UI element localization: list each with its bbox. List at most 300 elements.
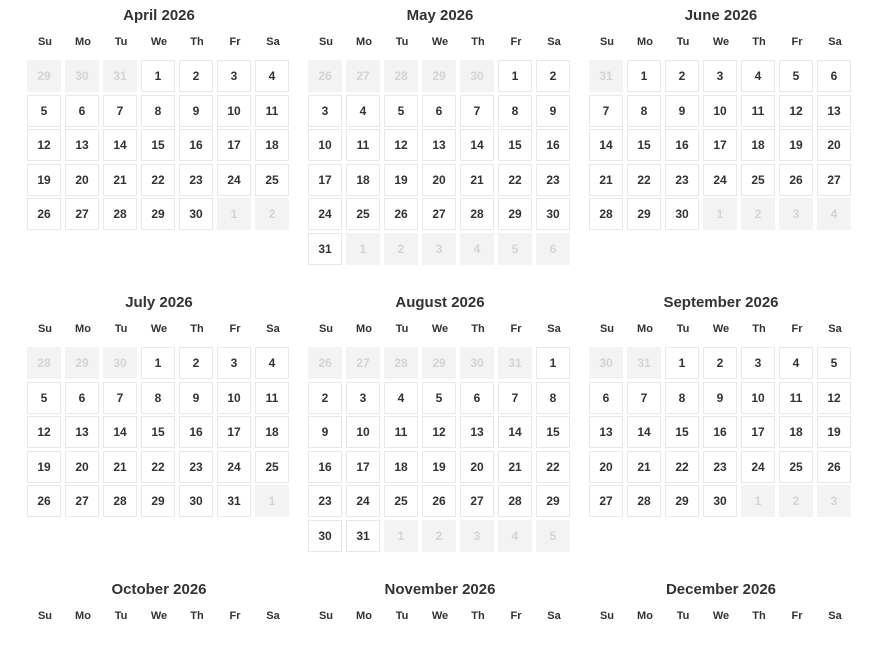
- day-cell[interactable]: 5: [27, 95, 61, 127]
- day-cell[interactable]: 25: [741, 164, 775, 196]
- day-cell[interactable]: 12: [817, 382, 851, 414]
- day-cell[interactable]: 5: [27, 382, 61, 414]
- weekday-label: Th: [752, 36, 766, 48]
- month-title: April 2026: [123, 7, 195, 24]
- day-cell[interactable]: 22: [498, 164, 532, 196]
- day-cell[interactable]: 21: [627, 451, 661, 483]
- adjacent-month-day: 1: [384, 520, 418, 552]
- day-cell[interactable]: 21: [589, 164, 623, 196]
- weekday-header: [589, 609, 853, 623]
- day-cell[interactable]: 27: [422, 198, 456, 230]
- month-title: May 2026: [406, 7, 474, 24]
- weekday-header: [308, 322, 572, 336]
- day-cell[interactable]: 26: [27, 198, 61, 230]
- day-cell[interactable]: 29: [141, 198, 175, 230]
- weekday-label: Sa: [547, 36, 561, 48]
- adjacent-month-day: 31: [627, 347, 661, 379]
- day-cell[interactable]: 5: [779, 60, 813, 92]
- day-cell[interactable]: 1: [498, 60, 532, 92]
- day-cell[interactable]: 3: [217, 347, 251, 379]
- weekday-label: Fr: [229, 323, 241, 335]
- day-cell[interactable]: 15: [141, 129, 175, 161]
- day-cell[interactable]: 24: [308, 198, 342, 230]
- day-cell[interactable]: 22: [141, 451, 175, 483]
- day-cell[interactable]: 28: [589, 198, 623, 230]
- weekday-label: Th: [752, 323, 766, 335]
- month-title: October 2026: [111, 581, 207, 598]
- day-cell[interactable]: 25: [346, 198, 380, 230]
- day-cell[interactable]: 31: [217, 485, 251, 517]
- day-cell[interactable]: 10: [217, 382, 251, 414]
- weekday-label: Th: [471, 36, 485, 48]
- day-cell[interactable]: 24: [217, 164, 251, 196]
- adjacent-month-day: 3: [817, 485, 851, 517]
- weekday-label: Su: [599, 36, 615, 48]
- day-cell[interactable]: 21: [460, 164, 494, 196]
- adjacent-month-day: 30: [460, 347, 494, 379]
- day-cell[interactable]: 24: [346, 485, 380, 517]
- month-title: September 2026: [663, 294, 779, 311]
- weekday-label: Sa: [266, 36, 280, 48]
- weekday-label: Mo: [356, 323, 372, 335]
- day-cell[interactable]: 8: [141, 95, 175, 127]
- adjacent-month-day: 2: [779, 485, 813, 517]
- day-cell[interactable]: 4: [384, 382, 418, 414]
- month-title: July 2026: [125, 294, 193, 311]
- adjacent-month-day: 26: [308, 60, 342, 92]
- weekday-label: Mo: [356, 610, 372, 622]
- day-cell[interactable]: 9: [665, 95, 699, 127]
- weekday-header: [589, 35, 853, 49]
- day-cell[interactable]: 10: [703, 95, 737, 127]
- day-cell[interactable]: 1: [141, 347, 175, 379]
- day-cell[interactable]: 20: [460, 451, 494, 483]
- day-cell[interactable]: 27: [460, 485, 494, 517]
- day-cell[interactable]: 2: [179, 347, 213, 379]
- day-cell[interactable]: 23: [308, 485, 342, 517]
- day-cell[interactable]: 28: [627, 485, 661, 517]
- day-cell[interactable]: 31: [346, 520, 380, 552]
- weekday-label: Su: [599, 323, 615, 335]
- day-cell[interactable]: 8: [536, 382, 570, 414]
- weekday-label: Su: [318, 610, 334, 622]
- day-cell[interactable]: 23: [179, 451, 213, 483]
- adjacent-month-day: 28: [384, 347, 418, 379]
- day-cell[interactable]: 8: [627, 95, 661, 127]
- day-cell[interactable]: 26: [422, 485, 456, 517]
- day-cell[interactable]: 19: [779, 129, 813, 161]
- day-cell[interactable]: 30: [703, 485, 737, 517]
- month-title: December 2026: [665, 581, 777, 598]
- adjacent-month-day: 30: [103, 347, 137, 379]
- day-cell[interactable]: 20: [65, 451, 99, 483]
- day-cell[interactable]: 2: [536, 60, 570, 92]
- weekday-label: Fr: [229, 36, 241, 48]
- day-cell[interactable]: 29: [498, 198, 532, 230]
- day-cell[interactable]: 19: [422, 451, 456, 483]
- adjacent-month-day: 29: [27, 60, 61, 92]
- day-cell[interactable]: 5: [422, 382, 456, 414]
- weekday-label: Tu: [676, 36, 690, 48]
- day-cell[interactable]: 27: [817, 164, 851, 196]
- weekday-label: Fr: [510, 323, 522, 335]
- day-cell[interactable]: 14: [627, 416, 661, 448]
- weekday-label: Su: [318, 36, 334, 48]
- day-cell[interactable]: 29: [141, 485, 175, 517]
- weekday-label: Sa: [547, 323, 561, 335]
- weekday-label: Sa: [828, 323, 842, 335]
- day-cell[interactable]: 10: [217, 95, 251, 127]
- adjacent-month-day: 1: [217, 198, 251, 230]
- day-cell[interactable]: 19: [27, 164, 61, 196]
- day-cell[interactable]: 3: [308, 95, 342, 127]
- day-cell[interactable]: 18: [255, 416, 289, 448]
- adjacent-month-day: 2: [255, 198, 289, 230]
- day-cell[interactable]: 6: [817, 60, 851, 92]
- day-cell[interactable]: 17: [741, 416, 775, 448]
- day-cell[interactable]: 14: [498, 416, 532, 448]
- weekday-label: Fr: [791, 610, 803, 622]
- day-cell[interactable]: 20: [65, 164, 99, 196]
- day-cell[interactable]: 15: [141, 416, 175, 448]
- day-cell[interactable]: 24: [217, 451, 251, 483]
- day-cell[interactable]: 18: [346, 164, 380, 196]
- day-cell[interactable]: 11: [741, 95, 775, 127]
- weekday-label: Tu: [676, 610, 690, 622]
- weekday-label: Sa: [828, 36, 842, 48]
- weekday-label: Th: [190, 323, 204, 335]
- adjacent-month-day: 29: [422, 60, 456, 92]
- day-cell[interactable]: 23: [179, 164, 213, 196]
- weekday-label: Su: [318, 323, 334, 335]
- day-cell[interactable]: 5: [817, 347, 851, 379]
- adjacent-month-day: 30: [460, 60, 494, 92]
- day-cell[interactable]: 28: [103, 198, 137, 230]
- weekday-label: Mo: [75, 36, 91, 48]
- day-cell[interactable]: 22: [536, 451, 570, 483]
- day-cell[interactable]: 16: [703, 416, 737, 448]
- weekday-label: Su: [37, 36, 53, 48]
- day-cell[interactable]: 13: [422, 129, 456, 161]
- weekday-label: Fr: [791, 36, 803, 48]
- day-cell[interactable]: 3: [741, 347, 775, 379]
- adjacent-month-day: 31: [103, 60, 137, 92]
- day-cell[interactable]: 11: [779, 382, 813, 414]
- day-cell[interactable]: 6: [460, 382, 494, 414]
- day-cell[interactable]: 13: [65, 416, 99, 448]
- weekday-label: We: [431, 610, 449, 622]
- day-cell[interactable]: 2: [665, 60, 699, 92]
- day-cell[interactable]: 15: [536, 416, 570, 448]
- day-cell[interactable]: 14: [589, 129, 623, 161]
- day-cell[interactable]: 28: [498, 485, 532, 517]
- day-cell[interactable]: 15: [627, 129, 661, 161]
- weekday-label: Mo: [356, 36, 372, 48]
- day-cell[interactable]: 4: [346, 95, 380, 127]
- day-cell[interactable]: 17: [308, 164, 342, 196]
- weekday-label: Tu: [114, 323, 128, 335]
- adjacent-month-day: 4: [460, 233, 494, 265]
- day-cell[interactable]: 8: [141, 382, 175, 414]
- weekday-label: We: [431, 323, 449, 335]
- day-cell[interactable]: 15: [498, 129, 532, 161]
- weekday-label: Fr: [510, 36, 522, 48]
- day-cell[interactable]: 23: [665, 164, 699, 196]
- adjacent-month-day: 5: [498, 233, 532, 265]
- adjacent-month-day: 2: [741, 198, 775, 230]
- day-cell[interactable]: 20: [817, 129, 851, 161]
- day-cell[interactable]: 1: [536, 347, 570, 379]
- day-cell[interactable]: 29: [627, 198, 661, 230]
- day-cell[interactable]: 30: [179, 485, 213, 517]
- day-cell[interactable]: 16: [308, 451, 342, 483]
- day-cell[interactable]: 30: [665, 198, 699, 230]
- adjacent-month-day: 28: [27, 347, 61, 379]
- day-cell[interactable]: 26: [27, 485, 61, 517]
- adjacent-month-day: 6: [536, 233, 570, 265]
- day-cell[interactable]: 17: [703, 129, 737, 161]
- day-cell[interactable]: 5: [384, 95, 418, 127]
- day-cell[interactable]: 22: [141, 164, 175, 196]
- day-cell[interactable]: 9: [703, 382, 737, 414]
- weekday-label: Tu: [395, 323, 409, 335]
- weekday-label: Sa: [266, 323, 280, 335]
- adjacent-month-day: 4: [817, 198, 851, 230]
- day-cell[interactable]: 30: [308, 520, 342, 552]
- day-cell[interactable]: 29: [665, 485, 699, 517]
- day-cell[interactable]: 7: [498, 382, 532, 414]
- day-cell[interactable]: 11: [346, 129, 380, 161]
- weekday-label: Th: [190, 36, 204, 48]
- day-cell[interactable]: 20: [422, 164, 456, 196]
- day-cell[interactable]: 6: [422, 95, 456, 127]
- day-cell[interactable]: 26: [384, 198, 418, 230]
- day-cell[interactable]: 18: [741, 129, 775, 161]
- day-cell[interactable]: 21: [103, 164, 137, 196]
- month-title: June 2026: [684, 7, 758, 24]
- adjacent-month-day: 3: [460, 520, 494, 552]
- day-cell[interactable]: 17: [217, 129, 251, 161]
- day-cell[interactable]: 19: [384, 164, 418, 196]
- day-cell[interactable]: 27: [65, 198, 99, 230]
- weekday-header: [27, 322, 291, 336]
- day-cell[interactable]: 28: [460, 198, 494, 230]
- day-cell[interactable]: 3: [346, 382, 380, 414]
- day-cell[interactable]: 7: [103, 382, 137, 414]
- weekday-label: Mo: [637, 36, 653, 48]
- day-cell[interactable]: 12: [422, 416, 456, 448]
- weekday-label: Sa: [266, 610, 280, 622]
- day-cell[interactable]: 4: [779, 347, 813, 379]
- adjacent-month-day: 2: [422, 520, 456, 552]
- weekday-label: Tu: [114, 610, 128, 622]
- day-cell[interactable]: 6: [65, 95, 99, 127]
- weekday-label: Su: [37, 323, 53, 335]
- weekday-header: [308, 35, 572, 49]
- day-cell[interactable]: 13: [817, 95, 851, 127]
- day-cell[interactable]: 8: [498, 95, 532, 127]
- adjacent-month-day: 26: [308, 347, 342, 379]
- weekday-label: We: [712, 323, 730, 335]
- day-cell[interactable]: 9: [536, 95, 570, 127]
- day-cell[interactable]: 2: [179, 60, 213, 92]
- day-cell[interactable]: 7: [589, 95, 623, 127]
- weekday-label: Mo: [637, 323, 653, 335]
- adjacent-month-day: 3: [779, 198, 813, 230]
- adjacent-month-day: 31: [498, 347, 532, 379]
- weekday-label: Fr: [510, 610, 522, 622]
- day-cell[interactable]: 19: [817, 416, 851, 448]
- day-cell[interactable]: 22: [627, 164, 661, 196]
- day-cell[interactable]: 19: [27, 451, 61, 483]
- day-cell[interactable]: 15: [665, 416, 699, 448]
- day-cell[interactable]: 17: [346, 451, 380, 483]
- day-cell[interactable]: 25: [255, 164, 289, 196]
- adjacent-month-day: 29: [65, 347, 99, 379]
- day-cell[interactable]: 6: [589, 382, 623, 414]
- day-cell[interactable]: 12: [384, 129, 418, 161]
- weekday-label: We: [150, 323, 168, 335]
- day-cell[interactable]: 25: [255, 451, 289, 483]
- adjacent-month-day: 29: [422, 347, 456, 379]
- weekday-label: Fr: [791, 323, 803, 335]
- day-cell[interactable]: 3: [703, 60, 737, 92]
- day-cell[interactable]: 12: [27, 129, 61, 161]
- day-cell[interactable]: 12: [27, 416, 61, 448]
- weekday-label: Th: [471, 323, 485, 335]
- day-cell[interactable]: 25: [779, 451, 813, 483]
- day-cell[interactable]: 16: [179, 416, 213, 448]
- day-cell[interactable]: 26: [817, 451, 851, 483]
- adjacent-month-day: 1: [703, 198, 737, 230]
- day-cell[interactable]: 16: [536, 129, 570, 161]
- adjacent-month-day: 1: [346, 233, 380, 265]
- day-cell[interactable]: 21: [103, 451, 137, 483]
- weekday-label: Th: [190, 610, 204, 622]
- day-cell[interactable]: 29: [536, 485, 570, 517]
- day-cell[interactable]: 9: [308, 416, 342, 448]
- day-cell[interactable]: 11: [384, 416, 418, 448]
- day-cell[interactable]: 27: [589, 485, 623, 517]
- weekday-label: Fr: [229, 610, 241, 622]
- weekday-label: We: [150, 610, 168, 622]
- day-cell[interactable]: 1: [665, 347, 699, 379]
- weekday-label: Tu: [395, 36, 409, 48]
- adjacent-month-day: 27: [346, 347, 380, 379]
- day-cell[interactable]: 9: [179, 95, 213, 127]
- day-cell[interactable]: 24: [703, 164, 737, 196]
- adjacent-month-day: 5: [536, 520, 570, 552]
- day-cell[interactable]: 18: [779, 416, 813, 448]
- day-cell[interactable]: 9: [179, 382, 213, 414]
- day-cell[interactable]: 31: [308, 233, 342, 265]
- weekday-label: We: [150, 36, 168, 48]
- adjacent-month-day: 4: [498, 520, 532, 552]
- day-cell[interactable]: 21: [498, 451, 532, 483]
- day-cell[interactable]: 7: [103, 95, 137, 127]
- weekday-label: Th: [471, 610, 485, 622]
- weekday-label: Tu: [395, 610, 409, 622]
- day-cell[interactable]: 28: [103, 485, 137, 517]
- day-cell[interactable]: 7: [460, 95, 494, 127]
- day-cell[interactable]: 7: [627, 382, 661, 414]
- weekday-label: We: [712, 610, 730, 622]
- adjacent-month-day: 27: [346, 60, 380, 92]
- day-cell[interactable]: 13: [589, 416, 623, 448]
- day-cell[interactable]: 30: [536, 198, 570, 230]
- weekday-header: [27, 609, 291, 623]
- day-cell[interactable]: 10: [741, 382, 775, 414]
- day-cell[interactable]: 16: [179, 129, 213, 161]
- adjacent-month-day: 1: [255, 485, 289, 517]
- day-cell[interactable]: 14: [103, 129, 137, 161]
- month-title: November 2026: [384, 581, 496, 598]
- adjacent-month-day: 30: [589, 347, 623, 379]
- day-cell[interactable]: 26: [779, 164, 813, 196]
- day-cell[interactable]: 23: [536, 164, 570, 196]
- day-cell[interactable]: 12: [779, 95, 813, 127]
- day-cell[interactable]: 13: [65, 129, 99, 161]
- adjacent-month-day: 3: [422, 233, 456, 265]
- day-cell[interactable]: 20: [589, 451, 623, 483]
- day-cell[interactable]: 17: [217, 416, 251, 448]
- day-cell[interactable]: 2: [703, 347, 737, 379]
- adjacent-month-day: 30: [65, 60, 99, 92]
- adjacent-month-day: 2: [384, 233, 418, 265]
- day-cell[interactable]: 22: [665, 451, 699, 483]
- weekday-label: Sa: [547, 610, 561, 622]
- day-cell[interactable]: 18: [255, 129, 289, 161]
- day-cell[interactable]: 2: [308, 382, 342, 414]
- adjacent-month-day: 28: [384, 60, 418, 92]
- day-cell[interactable]: 25: [384, 485, 418, 517]
- weekday-label: Su: [599, 610, 615, 622]
- day-cell[interactable]: 16: [665, 129, 699, 161]
- day-cell[interactable]: 4: [255, 347, 289, 379]
- weekday-label: Tu: [114, 36, 128, 48]
- weekday-label: Mo: [75, 610, 91, 622]
- day-cell[interactable]: 24: [741, 451, 775, 483]
- month-title: August 2026: [395, 294, 485, 311]
- day-cell[interactable]: 27: [65, 485, 99, 517]
- day-cell[interactable]: 1: [141, 60, 175, 92]
- weekday-header: [589, 322, 853, 336]
- day-cell[interactable]: 1: [627, 60, 661, 92]
- weekday-label: We: [431, 36, 449, 48]
- day-cell[interactable]: 10: [308, 129, 342, 161]
- day-cell[interactable]: 30: [179, 198, 213, 230]
- day-cell[interactable]: 13: [460, 416, 494, 448]
- adjacent-month-day: 1: [741, 485, 775, 517]
- day-cell[interactable]: 18: [384, 451, 418, 483]
- day-cell[interactable]: 4: [741, 60, 775, 92]
- day-cell[interactable]: 3: [217, 60, 251, 92]
- day-cell[interactable]: 6: [65, 382, 99, 414]
- day-cell[interactable]: 11: [255, 382, 289, 414]
- weekday-header: [27, 35, 291, 49]
- day-cell[interactable]: 14: [460, 129, 494, 161]
- day-cell[interactable]: 23: [703, 451, 737, 483]
- weekday-label: Sa: [828, 610, 842, 622]
- weekday-label: We: [712, 36, 730, 48]
- day-cell[interactable]: 10: [346, 416, 380, 448]
- weekday-header: [308, 609, 572, 623]
- day-cell[interactable]: 8: [665, 382, 699, 414]
- weekday-label: Tu: [676, 323, 690, 335]
- day-cell[interactable]: 14: [103, 416, 137, 448]
- day-cell[interactable]: 4: [255, 60, 289, 92]
- day-cell[interactable]: 11: [255, 95, 289, 127]
